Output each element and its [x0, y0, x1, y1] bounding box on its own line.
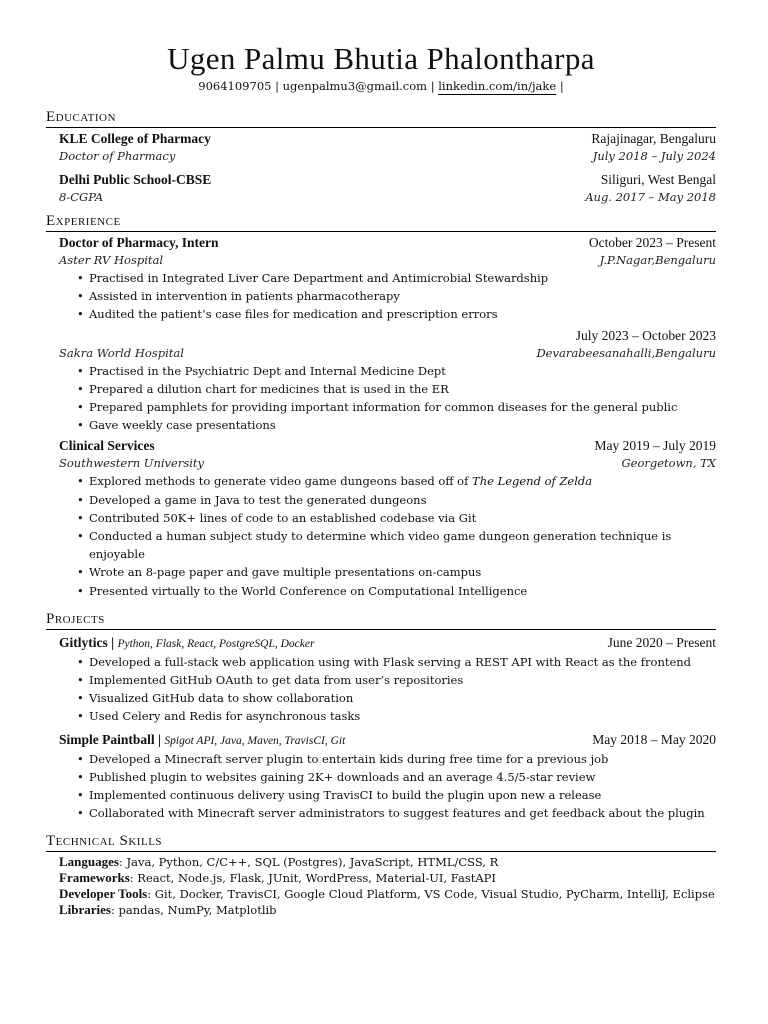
education-section — [46, 108, 716, 206]
bullet-list — [59, 653, 716, 726]
project-entry: Gitlytics | Python, Flask, React, PostgreSQL, Docker June 2020 – Present • Developed a full-stack web application using with Flask serving a REST API with React as the frontend • Implemented GitHub OAuth to get data from user’s repositories • Visualized GitHub data to show collaboration • Used Celery and Redis for asynchronous tasks — [46, 634, 716, 726]
dates: June 2020 – Present — [607, 634, 716, 650]
organization: Southwestern University — [59, 456, 205, 471]
role: Doctor of Pharmacy, Intern — [59, 235, 219, 250]
list-item: • Practised in Integrated Liver Care Department and Antimicrobial Stewardship — [89, 269, 716, 287]
project-entry: Simple Paintball | Spigot API, Java, Maven, TravisCI, Git May 2018 – May 2020 • Developed a Minecraft server plugin to entertain kids during free time for a previous job • Published plugin to websites gaining 2K+ downloads and an average 4.5/5-star review • Implemented continuous delivery using TravisCI to build the plugin upon new a release • Collaborated with Minecraft server administrators to suggest features and get feedback about the plugin — [46, 731, 716, 823]
skill-label: Libraries — [59, 902, 111, 918]
list-item: • Wrote an 8-page paper and gave multiple presentations on-campus — [89, 563, 716, 581]
linkedin-link[interactable]: linkedin.com/in/jake — [438, 79, 557, 93]
skill-row: Developer Tools: Git, Docker, TravisCI, Google Cloud Platform, VS Code, Visual Studio, PyCharm, IntelliJ, Eclipse — [59, 886, 715, 902]
list-item: • Developed a game in Java to test the generated dungeons — [89, 491, 716, 509]
school-name: Delhi Public School-CBSE — [59, 172, 212, 187]
section-title-experience: Experience — [46, 212, 716, 232]
email[interactable]: ugenpalmu3@gmail.com — [282, 79, 428, 93]
list-item: • Practised in the Psychiatric Dept and Internal Medicine Dept — [89, 362, 716, 380]
location: J.P.Nagar,Bengaluru — [599, 253, 716, 267]
bullet-list — [59, 269, 716, 324]
skill-row: Languages: Java, Python, C/C++, SQL (Postgres), JavaScript, HTML/CSS, R — [59, 854, 499, 870]
list-item: • Prepared pamphlets for providing important information for common diseases for the general public — [89, 398, 716, 416]
dates: July 2023 – October 2023 — [575, 327, 716, 343]
dates: Aug. 2017 – May 2018 — [585, 190, 716, 204]
skill-value: React, Node.js, Flask, JUnit, WordPress, Material-UI, FastAPI — [137, 871, 496, 886]
bullet-list — [59, 362, 716, 435]
list-item: • Developed a Minecraft server plugin to entertain kids during free time for a previous job — [89, 750, 716, 768]
skills-list — [46, 854, 716, 918]
school-name: KLE College of Pharmacy — [59, 131, 211, 146]
list-item: • Prepared a dilution chart for medicines that is used in the ER — [89, 380, 716, 398]
skill-value: Java, Python, C/C++, SQL (Postgres), JavaScript, HTML/CSS, R — [126, 855, 499, 870]
degree: 8-CGPA — [59, 190, 104, 204]
section-title-skills: Technical Skills — [46, 832, 716, 852]
list-item: • Explored methods to generate video game dungeons based off of The Legend of Zelda — [89, 472, 716, 490]
organization: Sakra World Hospital — [59, 345, 184, 360]
education-entry — [46, 171, 716, 206]
organization: Aster RV Hospital — [59, 253, 164, 267]
bullet-list — [59, 472, 716, 599]
skills-section — [46, 832, 716, 918]
experience-entry — [46, 327, 716, 435]
contact-line: 9064109705 | ugenpalmu3@gmail.com | linkedin.com/in/jake | — [198, 79, 564, 93]
location: Devarabeesanahalli,Bengaluru — [536, 345, 716, 360]
experience-entry — [46, 234, 716, 324]
list-item: • Implemented GitHub OAuth to get data from user’s repositories — [89, 671, 716, 689]
list-item: • Presented virtually to the World Conference on Computational Intelligence — [89, 582, 716, 600]
school-location: Rajajinagar, Bengaluru — [591, 131, 716, 146]
location: Georgetown, TX — [621, 456, 716, 471]
skill-row: Libraries: pandas, NumPy, Matplotlib — [59, 902, 277, 918]
skill-value: pandas, NumPy, Matplotlib — [118, 903, 277, 918]
list-item: • Gave weekly case presentations — [89, 416, 716, 434]
project-name: Simple Paintball — [59, 731, 155, 747]
list-item: • Developed a full-stack web application using with Flask serving a REST API with React as the frontend — [89, 653, 716, 671]
list-item: • Audited the patient’s case files for medication and prescription errors — [89, 305, 716, 323]
skill-label: Developer Tools — [59, 886, 148, 902]
project-tech: Python, Flask, React, PostgreSQL, Docker — [117, 637, 315, 650]
bullet-list — [59, 750, 716, 823]
experience-section — [46, 212, 716, 600]
skill-label: Frameworks — [59, 870, 130, 886]
list-item: • Contributed 50K+ lines of code to an established codebase via Git — [89, 509, 716, 527]
experience-entry — [46, 437, 716, 599]
list-item: • Conducted a human subject study to determine which video game dungeon generation technique is enjoyable — [89, 527, 716, 563]
projects-section — [46, 610, 716, 823]
list-item: • Visualized GitHub data to show collaboration — [89, 689, 716, 707]
project-name: Gitlytics — [59, 634, 108, 650]
skill-value: Git, Docker, TravisCI, Google Cloud Platform, VS Code, Visual Studio, PyCharm, IntelliJ, Eclipse — [154, 887, 715, 902]
skill-label: Languages — [59, 854, 119, 870]
dates: July 2018 – July 2024 — [592, 149, 716, 163]
candidate-name: Ugen Palmu Bhutia Phalontharpa — [167, 41, 595, 76]
list-item: • Published plugin to websites gaining 2K+ downloads and an average 4.5/5-star review — [89, 768, 716, 786]
role: Clinical Services — [59, 438, 155, 454]
project-tech: Spigot API, Java, Maven, TravisCI, Git — [164, 734, 346, 747]
section-title-projects: Projects — [46, 610, 716, 630]
dates: May 2018 – May 2020 — [592, 731, 716, 747]
list-item: • Assisted in intervention in patients pharmacotherapy — [89, 287, 716, 305]
dates: October 2023 – Present — [588, 235, 716, 250]
education-entry — [46, 130, 716, 165]
dates: May 2019 – July 2019 — [594, 438, 716, 454]
section-title-education: Education — [46, 108, 716, 128]
skill-row: Frameworks: React, Node.js, Flask, JUnit, WordPress, Material-UI, FastAPI — [59, 870, 496, 886]
phone: 9064109705 — [198, 79, 272, 93]
list-item: • Collaborated with Minecraft server administrators to suggest features and get feedback about the plugin — [89, 804, 716, 822]
school-location: Siliguri, West Bengal — [600, 172, 716, 187]
degree: Doctor of Pharmacy — [59, 149, 176, 163]
list-item: • Implemented continuous delivery using TravisCI to build the plugin upon new a release — [89, 786, 716, 804]
list-item: • Used Celery and Redis for asynchronous tasks — [89, 707, 716, 725]
